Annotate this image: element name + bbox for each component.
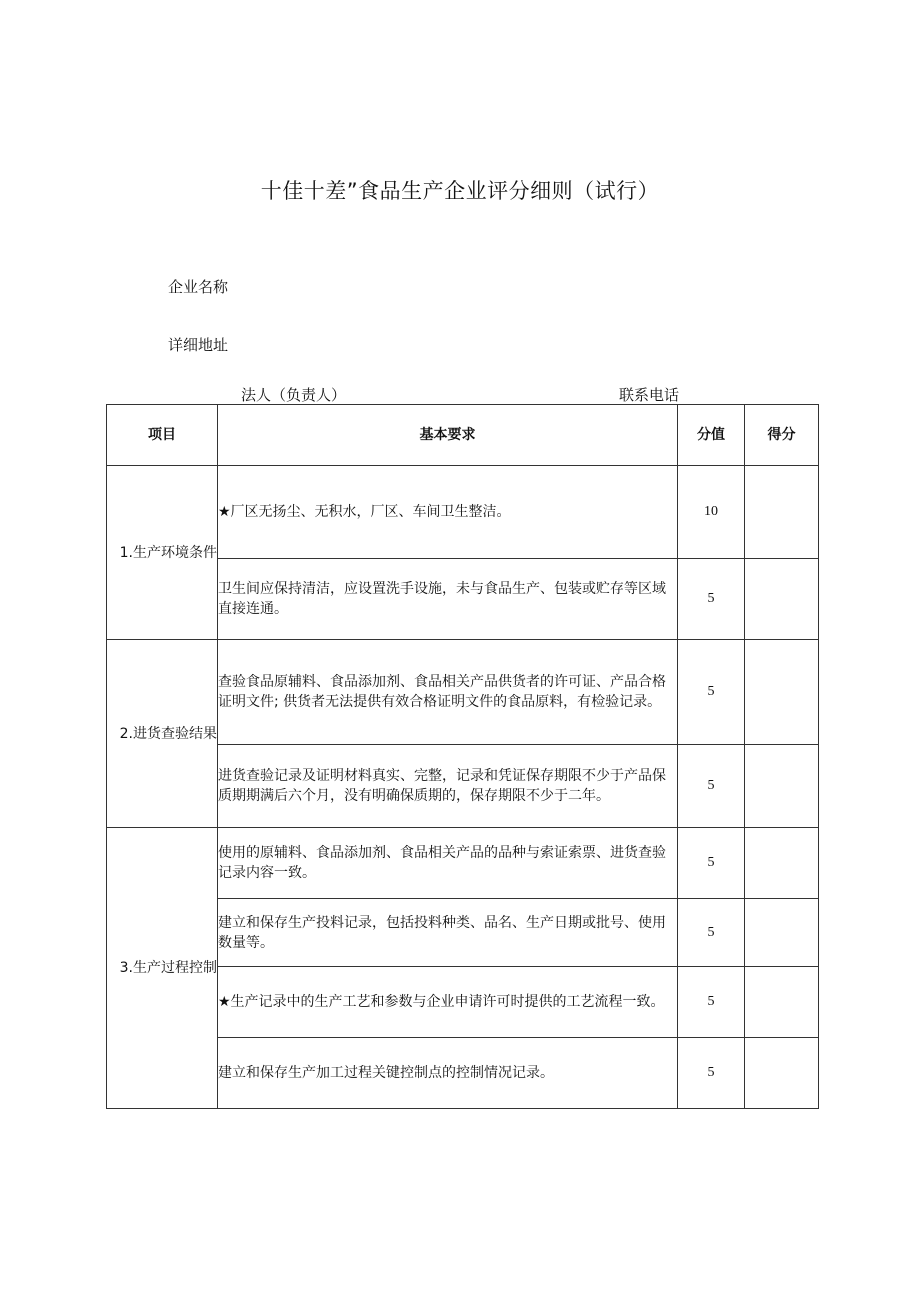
table-header-row (107, 405, 819, 466)
table-row (107, 828, 819, 899)
score-cell: 5 (678, 745, 745, 828)
got-score-cell[interactable] (745, 559, 819, 640)
score-cell: 5 (678, 640, 745, 745)
score-cell: 5 (678, 967, 745, 1038)
score-cell: 5 (678, 559, 745, 640)
requirement-cell: 建立和保存生产加工过程关键控制点的控制情况记录。 (218, 1038, 678, 1109)
got-score-cell[interactable] (745, 745, 819, 828)
item-cell: 3.生产过程控制 (107, 828, 218, 1109)
header-item: 项目 (107, 405, 218, 466)
item-cell: 2.进货查验结果 (107, 640, 218, 828)
item-cell: 1.生产环境条件 (107, 466, 218, 640)
got-score-cell[interactable] (745, 1038, 819, 1109)
address-label: 详细地址 (168, 336, 229, 354)
requirement-cell: 卫生间应保持清洁，应设置洗手设施，未与食品生产、包装或贮存等区域直接连通。 (218, 559, 678, 640)
requirement-cell: 查验食品原辅料、食品添加剂、食品相关产品供货者的许可证、产品合格证明文件; 供货者无法提供有效合格证明文件的食品原料，有检验记录。 (218, 640, 678, 745)
score-cell: 5 (678, 1038, 745, 1109)
legal-person-label: 法人（负责人） (241, 386, 347, 404)
table-row (107, 640, 819, 745)
requirement-cell: ★厂区无扬尘、无积水，厂区、车间卫生整洁。 (218, 466, 678, 559)
requirement-cell: ★生产记录中的生产工艺和参数与企业申请许可时提供的工艺流程一致。 (218, 967, 678, 1038)
phone-label: 联系电话 (619, 386, 680, 404)
company-name-label: 企业名称 (168, 278, 229, 296)
scoring-table (106, 404, 819, 1109)
document-title: 十佳十差”食品生产企业评分细则（试行） (260, 179, 660, 203)
got-score-cell[interactable] (745, 640, 819, 745)
score-cell: 5 (678, 828, 745, 899)
got-score-cell[interactable] (745, 828, 819, 899)
got-score-cell[interactable] (745, 899, 819, 967)
header-requirement: 基本要求 (218, 405, 678, 466)
header-got: 得分 (745, 405, 819, 466)
table-row (107, 466, 819, 559)
requirement-cell: 使用的原辅料、食品添加剂、食品相关产品的品种与索证索票、进货查验记录内容一致。 (218, 828, 678, 899)
score-cell: 5 (678, 899, 745, 967)
requirement-cell: 进货查验记录及证明材料真实、完整，记录和凭证保存期限不少于产品保质期期满后六个月，没有明确保质期的，保存期限不少于二年。 (218, 745, 678, 828)
got-score-cell[interactable] (745, 466, 819, 559)
requirement-cell: 建立和保存生产投料记录，包括投料种类、品名、生产日期或批号、使用数量等。 (218, 899, 678, 967)
score-cell: 10 (678, 466, 745, 559)
got-score-cell[interactable] (745, 967, 819, 1038)
header-score: 分值 (678, 405, 745, 466)
